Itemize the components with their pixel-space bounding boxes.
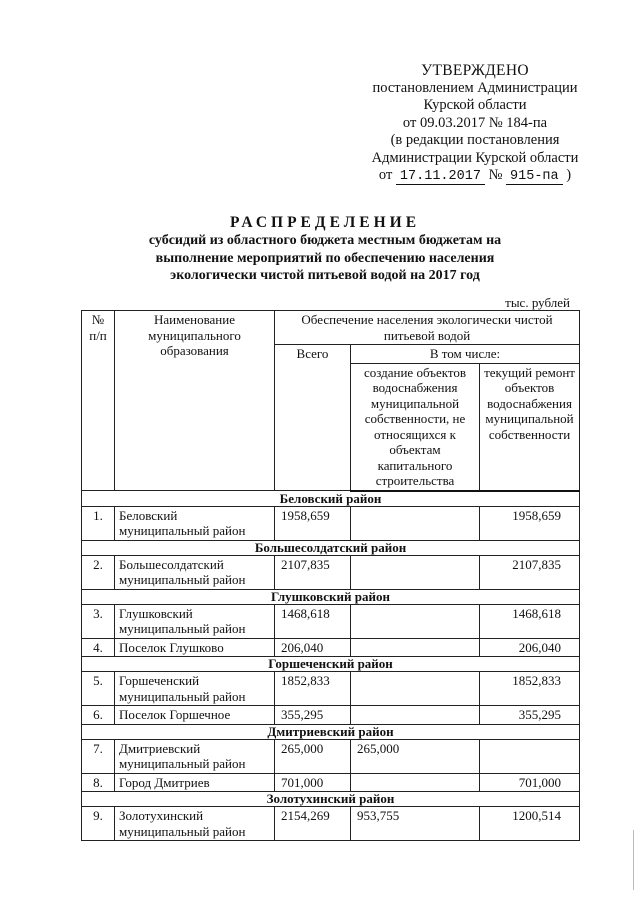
row-col-a — [351, 638, 480, 657]
table-row — [82, 506, 580, 540]
row-name: Поселок Горшечное — [115, 706, 275, 725]
header-col-b: текущий ремонт объектов водоснабжения муниципальной собственности — [480, 363, 580, 491]
row-name: Беловский муниципальный район — [115, 506, 275, 540]
row-name: Горшеченский муниципальный район — [115, 672, 275, 706]
approval-line-2: Курской области — [423, 97, 527, 113]
row-col-b: 2107,835 — [480, 555, 580, 589]
district-name: Большесолдатский район — [82, 540, 580, 555]
row-col-a: 953,755 — [351, 807, 480, 841]
district-row — [82, 589, 580, 604]
row-number: 3. — [82, 604, 115, 638]
heading-line-1: субсидий из областного бюджета местным бюджетам на — [148, 233, 502, 248]
row-col-b: 701,000 — [480, 773, 580, 792]
district-row — [82, 540, 580, 555]
row-col-b: 206,040 — [480, 638, 580, 657]
row-col-b: 1958,659 — [480, 506, 580, 540]
row-number: 5. — [82, 672, 115, 706]
row-name: Поселок Глушково — [115, 638, 275, 657]
subsidy-table — [81, 310, 580, 841]
row-total: 1852,833 — [275, 672, 351, 706]
approval-title: УТВЕРЖДЕНО — [421, 62, 529, 79]
approval-line-1: постановлением Администрации — [372, 79, 578, 96]
row-name: Глушковский муниципальный район — [115, 604, 275, 638]
row-name: Город Дмитриев — [115, 773, 275, 792]
row-name: Большесолдатский муниципальный район — [115, 555, 275, 589]
header-total: Всего — [275, 345, 351, 491]
table-row — [82, 706, 580, 725]
row-number: 2. — [82, 555, 115, 589]
row-col-b: 355,295 — [480, 706, 580, 725]
district-name: Беловский район — [82, 491, 580, 507]
header-number: № п/п — [82, 311, 115, 491]
row-col-a: 265,000 — [351, 739, 480, 773]
header-col-a: создание объектов водоснабжения муниципальной собственности, не относящихся к объектам капитального строительства — [351, 363, 480, 491]
row-name: Золотухинский муниципальный район — [115, 807, 275, 841]
row-total: 2154,269 — [275, 807, 351, 841]
row-total: 2107,835 — [275, 555, 351, 589]
approval-line-3: от 09.03.2017 № 184-па — [402, 114, 548, 131]
row-number: 7. — [82, 739, 115, 773]
edition-number-sign: № — [488, 167, 503, 183]
row-col-a — [351, 604, 480, 638]
edition-prefix: от — [378, 167, 393, 183]
row-col-b: 1468,618 — [480, 604, 580, 638]
row-col-a — [351, 672, 480, 706]
table-row — [82, 555, 580, 589]
row-total: 265,000 — [275, 739, 351, 773]
row-number: 6. — [82, 706, 115, 725]
edition-date: 17.11.2017 — [396, 169, 485, 185]
header-group: Обеспечение населения экологически чистой питьевой водой — [275, 311, 580, 345]
district-row — [82, 792, 580, 807]
district-row — [82, 491, 580, 507]
row-number: 8. — [82, 773, 115, 792]
table-body — [82, 491, 580, 841]
scan-edge — [633, 830, 634, 890]
table-row — [82, 672, 580, 706]
approval-edition-line — [340, 167, 610, 185]
approval-line-4: (в редакции постановления — [390, 132, 560, 148]
row-number: 9. — [82, 807, 115, 841]
district-name: Золотухинский район — [82, 792, 580, 807]
document-heading — [90, 213, 560, 285]
row-col-a — [351, 773, 480, 792]
table-row — [82, 739, 580, 773]
table-row — [82, 773, 580, 792]
row-total: 355,295 — [275, 706, 351, 725]
approval-line-5: Администрации Курской области — [371, 149, 579, 166]
district-name: Дмитриевский район — [82, 724, 580, 739]
row-col-b: 1200,514 — [480, 807, 580, 841]
units-label: тыс. рублей — [505, 295, 570, 310]
row-name: Дмитриевский муниципальный район — [115, 739, 275, 773]
document-title: РАСПРЕДЕЛЕНИЕ — [229, 214, 421, 231]
row-total: 1958,659 — [275, 506, 351, 540]
row-col-b: 1852,833 — [480, 672, 580, 706]
header-name: Наименование муниципального образования — [115, 311, 275, 491]
edition-number: 915-па — [506, 169, 563, 185]
approval-stamp — [340, 62, 610, 185]
header-including: В том числе: — [351, 345, 580, 364]
district-row — [82, 724, 580, 739]
edition-close: ) — [566, 167, 572, 183]
table-row — [82, 638, 580, 657]
heading-line-2: выполнение мероприятий по обеспечению населения — [155, 250, 495, 266]
row-total: 206,040 — [275, 638, 351, 657]
district-row — [82, 657, 580, 672]
district-name: Глушковский район — [82, 589, 580, 604]
district-name: Горшеченский район — [82, 657, 580, 672]
table-row — [82, 807, 580, 841]
row-col-b — [480, 739, 580, 773]
row-total: 1468,618 — [275, 604, 351, 638]
row-col-a — [351, 555, 480, 589]
table-row — [82, 604, 580, 638]
row-number: 4. — [82, 638, 115, 657]
heading-line-3: экологически чистой питьевой водой на 2017 год — [170, 268, 480, 283]
row-total: 701,000 — [275, 773, 351, 792]
row-col-a — [351, 706, 480, 725]
row-col-a — [351, 506, 480, 540]
row-number: 1. — [82, 506, 115, 540]
